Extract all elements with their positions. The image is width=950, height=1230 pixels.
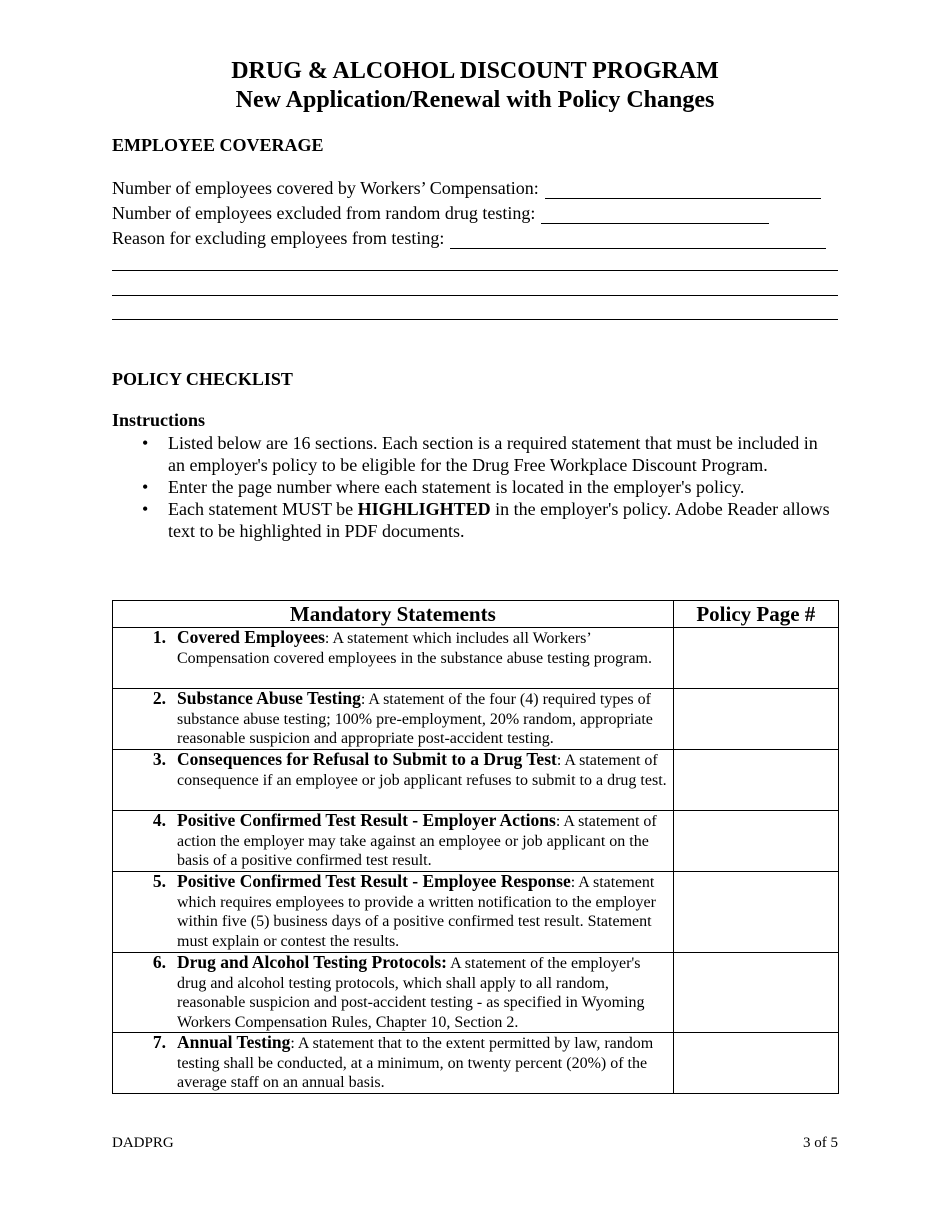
policy-page-header: Policy Page #	[673, 601, 838, 628]
policy-page-input[interactable]	[673, 1033, 838, 1094]
excluded-employees-field	[112, 202, 769, 224]
form-code: DADPRG	[112, 1135, 174, 1151]
mandatory-statements-header: Mandatory Statements	[113, 601, 674, 628]
covered-employees-label: Number of employees covered by Workers’ Compensation:	[112, 178, 539, 198]
table-row: 4. Positive Confirmed Test Result - Employer Actions: A statement of action the employer may take against an employee or job applicant on the basis of a positive confirmed test result.	[113, 811, 839, 872]
exclusion-reason-input[interactable]	[450, 231, 826, 249]
excluded-employees-input[interactable]	[541, 206, 769, 224]
employee-coverage-heading: EMPLOYEE COVERAGE	[112, 135, 324, 155]
instruction-item: • Enter the page number where each statement is located in the employer's policy.	[112, 476, 838, 498]
policy-page-input[interactable]	[673, 628, 838, 689]
excluded-employees-label: Number of employees excluded from random drug testing:	[112, 203, 536, 223]
table-row: 5. Positive Confirmed Test Result - Employee Response: A statement which requires employees to provide a written notification to the employer within five (5) business days of a positive confirmed test result. Statement must explain or contest the results.	[113, 872, 839, 953]
covered-employees-input[interactable]	[545, 181, 821, 199]
policy-page-input[interactable]	[673, 872, 838, 953]
page-number: 3 of 5	[803, 1135, 838, 1151]
mandatory-statements-table	[112, 600, 839, 1094]
exclusion-reason-field	[112, 227, 826, 249]
table-row: 1. Covered Employees: A statement which includes all Workers’ Compensation covered employees in the substance abuse testing program.	[113, 628, 839, 689]
policy-page-input[interactable]	[673, 811, 838, 872]
instruction-item: • Each statement MUST be HIGHLIGHTED in the employer's policy. Adobe Reader allows text to be highlighted in PDF documents.	[112, 498, 838, 542]
exclusion-reason-label: Reason for excluding employees from testing:	[112, 228, 445, 248]
covered-employees-field	[112, 177, 821, 199]
instructions-list	[112, 432, 838, 542]
document-title: DRUG & ALCOHOL DISCOUNT PROGRAM	[231, 58, 719, 84]
policy-page-input[interactable]	[673, 750, 838, 811]
policy-checklist-heading: POLICY CHECKLIST	[112, 369, 293, 389]
table-row: 2. Substance Abuse Testing: A statement of the four (4) required types of substance abuse testing; 100% pre-employment, 20% random, appropriate reasonable suspicion and appropriate post-accident testing.	[113, 689, 839, 750]
exclusion-reason-line-2[interactable]	[112, 270, 838, 271]
table-row: 7. Annual Testing: A statement that to the extent permitted by law, random testing shall be conducted, at a minimum, on twenty percent (20%) of the average staff on an annual basis.	[113, 1033, 839, 1094]
table-row: 6. Drug and Alcohol Testing Protocols: A statement of the employer's drug and alcohol testing protocols, which shall apply to all random, reasonable suspicion and post-accident testing - as specified in Wyoming Workers Compensation Rules, Chapter 10, Section 2.	[113, 953, 839, 1033]
policy-page-input[interactable]	[673, 953, 838, 1033]
exclusion-reason-line-3[interactable]	[112, 295, 838, 296]
document-subtitle: New Application/Renewal with Policy Changes	[235, 87, 715, 113]
instructions-heading: Instructions	[112, 410, 206, 430]
policy-page-input[interactable]	[673, 689, 838, 750]
table-row: 3. Consequences for Refusal to Submit to a Drug Test: A statement of consequence if an employee or job applicant refuses to submit to a drug test.	[113, 750, 839, 811]
exclusion-reason-line-4[interactable]	[112, 319, 838, 320]
instruction-item: • Listed below are 16 sections. Each section is a required statement that must be included in an employer's policy to be eligible for the Drug Free Workplace Discount Program.	[112, 432, 838, 476]
